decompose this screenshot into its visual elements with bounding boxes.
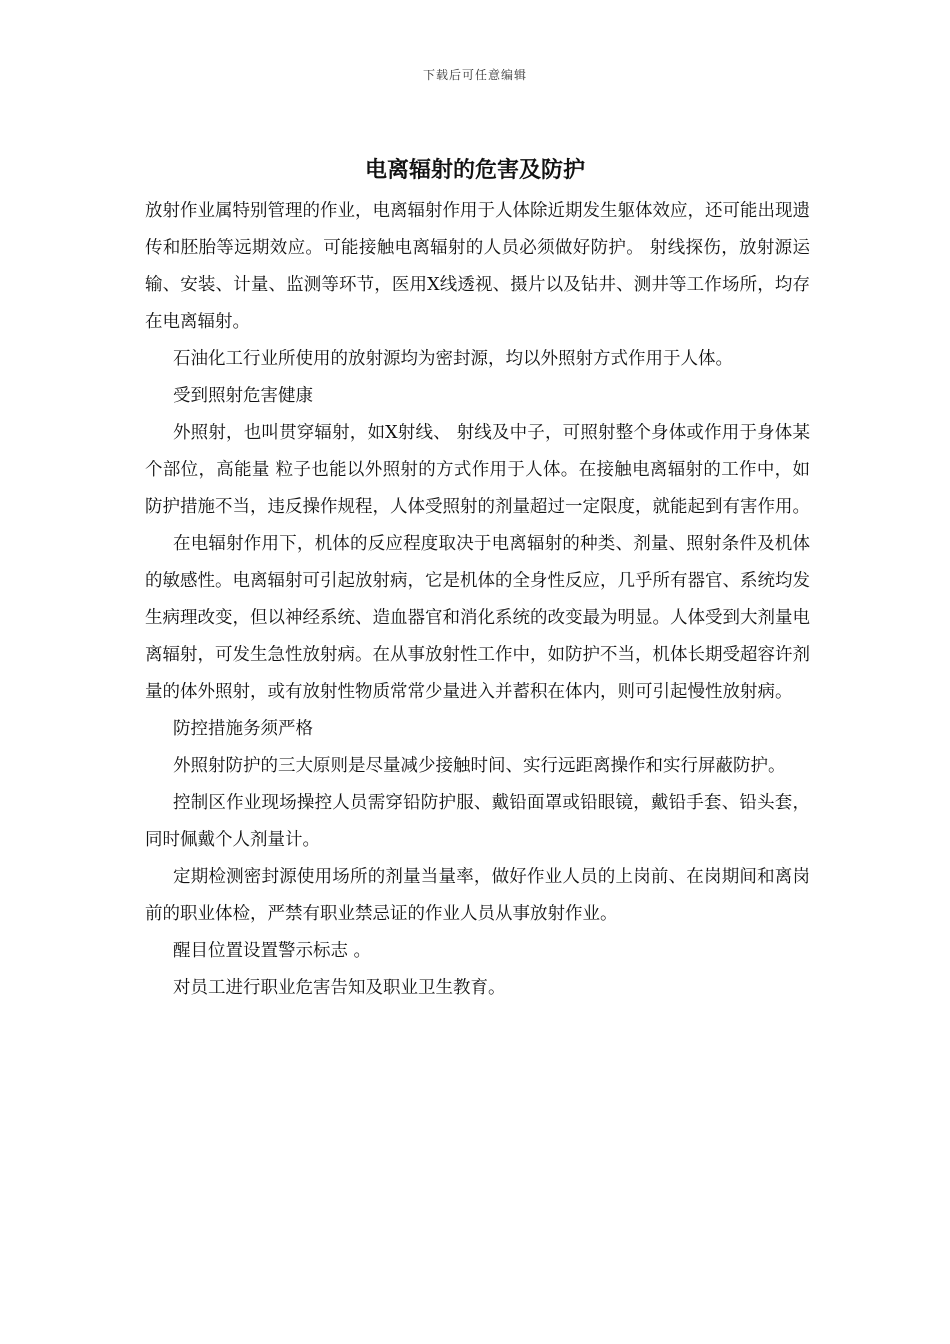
header-note: 下载后可任意编辑 [422, 68, 527, 82]
paragraph-protective-equipment: 控制区作业现场操控人员需穿铅防护服、戴铅面罩或铅眼镜，戴铅手套、铅头套，同时佩戴个人剂量计。 [145, 793, 810, 850]
section-heading-control-measures: 防控措施务须严格 [173, 719, 313, 739]
paragraph-warning-signs: 醒目位置设置警示标志 。 [173, 941, 372, 961]
document-title: 电离辐射的危害及防护 [364, 158, 585, 183]
paragraph-sealed-sources: 石油化工行业所使用的放射源均为密封源，均以外照射方式作用于人体。 [173, 349, 733, 369]
paragraph-intro: 放射作业属特别管理的作业，电离辐射作用于人体除近期发生躯体效应，还可能出现遗传和胚胎等远期效应。可能接触电离辐射的人员必须做好防护。 射线探伤，放射源运输、安装、计量、监测等环节，医用X线透视、摄片以及钻井、测井等工作场所，均存在电离辐射。 [145, 201, 810, 332]
paragraph-external-exposure: 外照射，也叫贯穿辐射，如X射线、 射线及中子，可照射整个身体或作用于身体某个部位，高能量 粒子也能以外照射的方式作用于人体。在接触电离辐射的工作中，如防护措施不当，违反操作规程，人体受照射的剂量超过一定限度，就能起到有害作用。 [145, 423, 810, 517]
paragraph-dose-monitoring: 定期检测密封源使用场所的剂量当量率，做好作业人员的上岗前、在岗期间和离岗前的职业体检，严禁有职业禁忌证的作业人员从事放射作业。 [145, 867, 810, 924]
paragraph-employee-education: 对员工进行职业危害告知及职业卫生教育。 [173, 978, 506, 998]
paragraph-radiation-sickness: 在电辐射作用下，机体的反应程度取决于电离辐射的种类、剂量、照射条件及机体的敏感性。电离辐射可引起放射病，它是机体的全身性反应，几乎所有器官、系统均发生病理改变，但以神经系统、造血器官和消化系统的改变最为明显。人体受到大剂量电离辐射，可发生急性放射病。在从事放射性工作中，如防护不当，机体长期受超容许剂量的体外照射，或有放射性物质常常少量进入并蓄积在体内，则可引起慢性放射病。 [145, 534, 810, 702]
section-heading-health-hazard: 受到照射危害健康 [173, 386, 313, 406]
paragraph-three-principles: 外照射防护的三大原则是尽量减少接触时间、实行远距离操作和实行屏蔽防护。 [173, 756, 786, 776]
document-body [145, 193, 810, 1007]
